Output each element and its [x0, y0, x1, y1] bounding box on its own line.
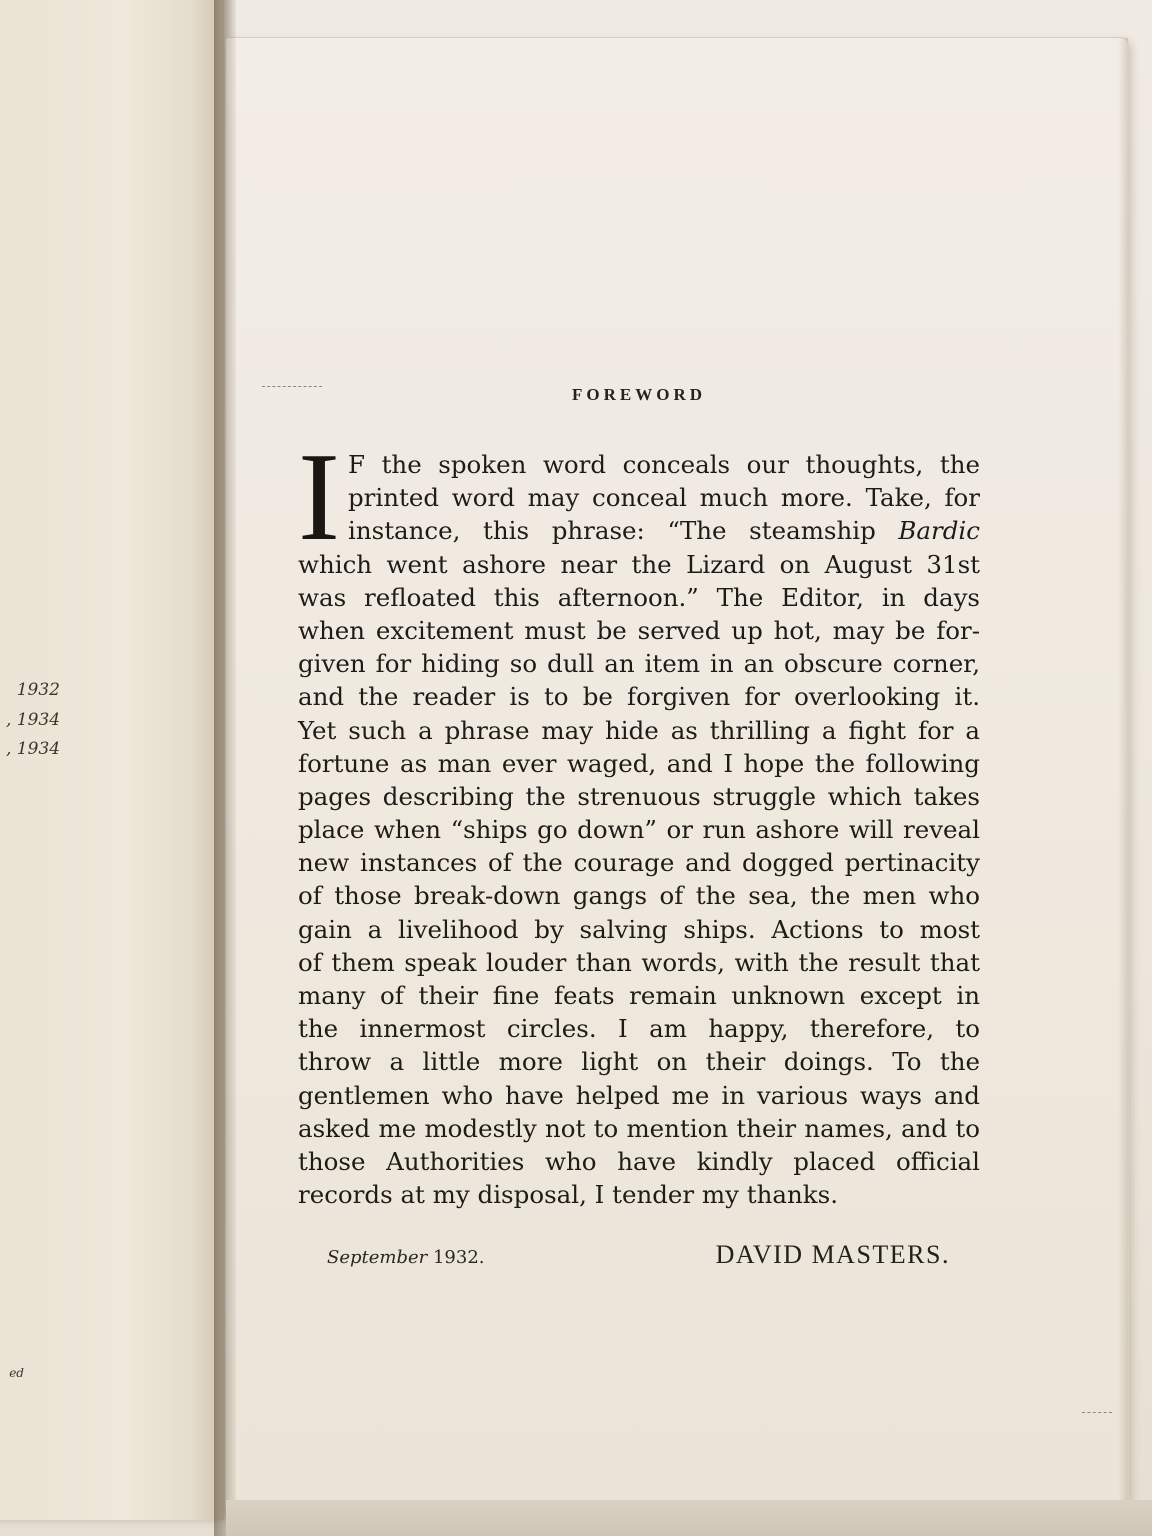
text-line-part: instance, this phrase: “The steamship: [348, 516, 899, 546]
text-line: records at my disposal, I tender my thanks.: [298, 1180, 839, 1210]
text-line: place when “ships go down” or run ashore will reveal: [298, 815, 980, 845]
text-line: [298, 514, 980, 547]
date-month: September: [327, 1247, 428, 1268]
page-bottom-shadow: [226, 1500, 1152, 1536]
left-page-fragment: , 1934: [6, 710, 61, 730]
text-line: new instances of the courage and dogged pertinacity: [298, 848, 980, 878]
left-page-fragment: ed: [9, 1366, 24, 1380]
text-line: fortune as man ever waged, and I hope the following: [298, 748, 980, 778]
author-signature: DAVID MASTERS.: [715, 1240, 950, 1269]
date-year: 1932.: [427, 1247, 485, 1268]
drop-cap: I: [298, 428, 340, 567]
text-line: F the spoken word conceals our thoughts, the: [348, 450, 980, 479]
text-line: printed word may conceal much more. Take, for: [348, 483, 980, 513]
left-page-fragment: 1932: [16, 680, 60, 700]
page-edge: [1118, 38, 1128, 1508]
text-line: given for hiding so dull an item in an obscure corner,: [298, 649, 980, 679]
text-line: asked me modestly not to mention their names, and to: [298, 1113, 980, 1143]
text-line: pages describing the strenuous struggle which takes: [298, 781, 980, 811]
text-line: gain a livelihood by salving ships. Actions to most: [298, 914, 980, 944]
text-line: which went ashore near the Lizard on August 31st: [298, 549, 980, 579]
book-gutter: [214, 0, 236, 1536]
text-line: the innermost circles. I am happy, therefore, to: [298, 1014, 980, 1044]
text-line: was refloated this afternoon.” The Editor, in days: [298, 582, 980, 612]
left-page: [0, 0, 224, 1520]
text-line: and the reader is to be forgiven for overlooking it.: [298, 682, 980, 712]
text-line: when excitement must be served up hot, may be for-: [298, 615, 980, 645]
text-line: throw a little more light on their doings. To the: [298, 1047, 980, 1077]
foreword-date: [327, 1247, 485, 1268]
page-title: FOREWORD: [572, 385, 706, 404]
text-line: of them speak louder than words, with the result that: [298, 947, 980, 977]
text-line: those Authorities who have kindly placed official: [298, 1146, 980, 1176]
foreword-text: [298, 428, 980, 1211]
text-line: Yet such a phrase may hide as thrilling a fight for a: [298, 715, 980, 745]
text-line: many of their fine feats remain unknown except in: [298, 981, 980, 1010]
pencil-mark: [1082, 1412, 1112, 1414]
ship-name: Bardic: [898, 516, 980, 546]
text-line: of those break-down gangs of the sea, the men who: [298, 881, 980, 911]
left-page-fragment: , 1934: [6, 739, 61, 759]
text-line: gentlemen who have helped me in various ways and: [298, 1080, 980, 1110]
